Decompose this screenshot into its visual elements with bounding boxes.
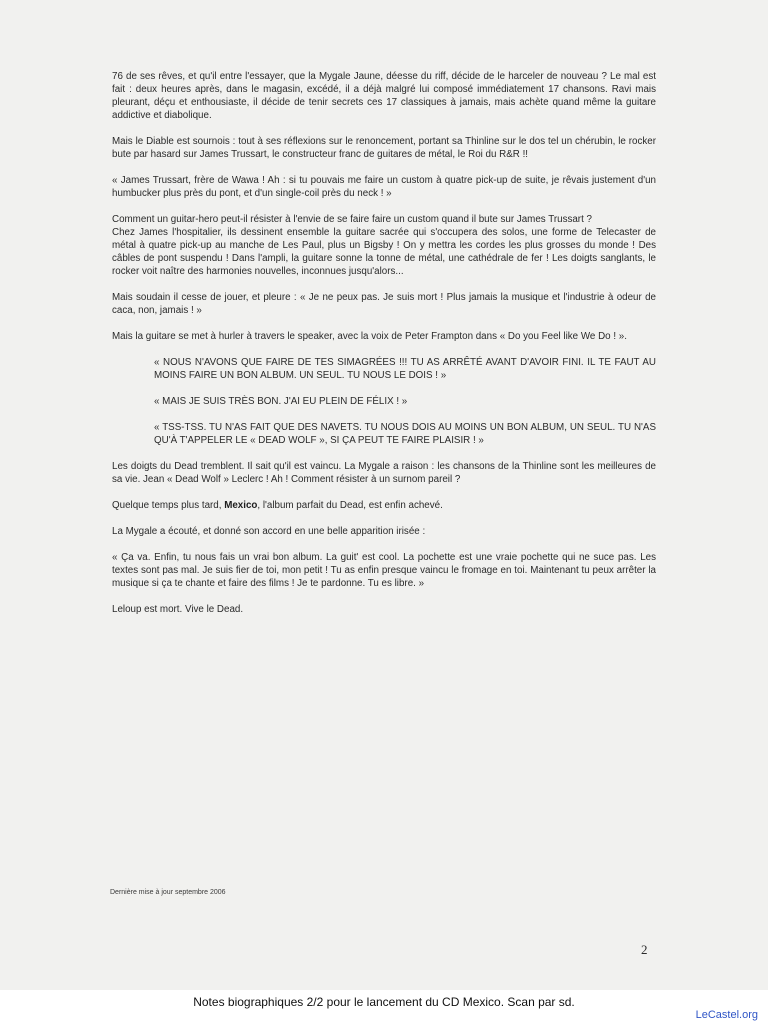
paragraph-guitar-screams: Mais la guitare se met à hurler à travers le speaker, avec la voix de Peter Frampton dans « Do you Feel like We Do ! ». <box>112 331 627 342</box>
page-number: 2 <box>641 942 648 957</box>
paragraph-guitar-shop: 76 de ses rêves, et qu'il entre l'essayer, que la Mygale Jaune, déesse du riff, décide de le harceler de nouveau ? Le mal est fait : deux heures après, dans le magasin, excédé, il a déjà malgré lui composé immédiatement 17 chansons. Ravi mais pleurant, déçu et enthousiaste, il décide de tenir secrets ces 17 classiques à jamais, mais achète quand même la guitare addictive et diabolique. <box>112 71 656 121</box>
lecastel-link[interactable]: LeCastel.org <box>695 1009 758 1021</box>
paragraph-trussart-request: « James Trussart, frère de Wawa ! Ah : si tu pouvais me faire un custom à quatre pick-up de suite, je rêvais justement d'un humbucker plus près du pont, et d'un single-coil près du neck ! » <box>112 175 656 199</box>
paragraph-mygale-listened: La Mygale a écouté, et donné son accord en une belle apparition irisée : <box>112 526 426 537</box>
album-name: Mexico <box>224 500 258 511</box>
quote-guitar-demand: « NOUS N'AVONS QUE FAIRE DE TES SIMAGRÉES !!! TU AS ARRÊTÉ AVANT D'AVOIR FINI. IL TE FAUT AU MOINS FAIRE UN BON ALBUM. UN SEUL. TU NOUS LE DOIS ! » <box>154 357 656 381</box>
quote-rocker-reply: « MAIS JE SUIS TRÈS BON. J'AI EU PLEIN DE FÉLIX ! » <box>154 396 408 407</box>
paragraph-stops-playing: Mais soudain il cesse de jouer, et pleure : « Je ne peux pas. Je suis mort ! Plus jamais la musique et l'industrie à odeur de caca, non, jamais ! » <box>112 292 656 316</box>
scan-caption: Notes biographiques 2/2 pour le lancement du CD Mexico. Scan par sd. <box>193 995 575 1009</box>
document-body <box>112 70 656 629</box>
paragraph-sacred-guitar: Chez James l'hospitalier, ils dessinent ensemble la guitare sacrée qui s'occupera des solos, une forme de Telecaster de métal à quatre pick-up au manche de Les Paul, plus un Bigsby ! On y mettra les cordes les plus grosses du monde ! Des câbles de pont suspendu ! Dans l'ampli, la guitare sonne la tonne de métal, une cathédrale de fer ! Les doigts sanglants, le rocker voit naître des harmonies nouvelles, inconnues jusqu'alors... <box>112 227 656 277</box>
paragraph-closing: Leloup est mort. Vive le Dead. <box>112 604 244 615</box>
album-text-after: , l'album parfait du Dead, est enfin achevé. <box>257 500 443 511</box>
last-update-note: Dernière mise à jour septembre 2006 <box>110 889 226 896</box>
album-text-before: Quelque temps plus tard, <box>112 500 225 511</box>
paragraph-album-finished <box>112 499 656 512</box>
paragraph-dead-trembles: Les doigts du Dead tremblent. Il sait qu'il est vaincu. La Mygale a raison : les chansons de la Thinline sont les meilleures de sa vie. Jean « Dead Wolf » Leclerc ! Ah ! Comment résister à un surnom pareil ? <box>112 461 656 485</box>
quote-dead-wolf: « TSS-TSS. TU N'AS FAIT QUE DES NAVETS. TU NOUS DOIS AU MOINS UN BON ALBUM, UN SEUL. TU N'AS QU'À T'APPELER LE « DEAD WOLF », SI ÇA PEUT TE FAIRE PLAISIR ! » <box>154 422 656 446</box>
paragraph-guitar-hero: Comment un guitar-hero peut-il résister à l'envie de se faire faire un custom quand il bute sur James Trussart ? <box>112 214 592 225</box>
paragraph-final-quote: « Ça va. Enfin, tu nous fais un vrai bon album. La guit' est cool. La pochette est une vraie pochette qui ne suce pas. Les textes sont pas mal. Je suis fier de toi, mon petit ! Tu as enfin presque vaincu le fromage en toi. Maintenant tu peux arrêter la musique si ça te chante et faire des films ! Je te pardonne. Tu es libre. » <box>112 552 656 589</box>
paragraph-devil: Mais le Diable est sournois : tout à ses réflexions sur le renoncement, portant sa Thinline sur le dos tel un chérubin, le rocker bute par hasard sur James Trussart, le constructeur franc de guitares de métal, le Roi du R&R !! <box>112 136 656 160</box>
